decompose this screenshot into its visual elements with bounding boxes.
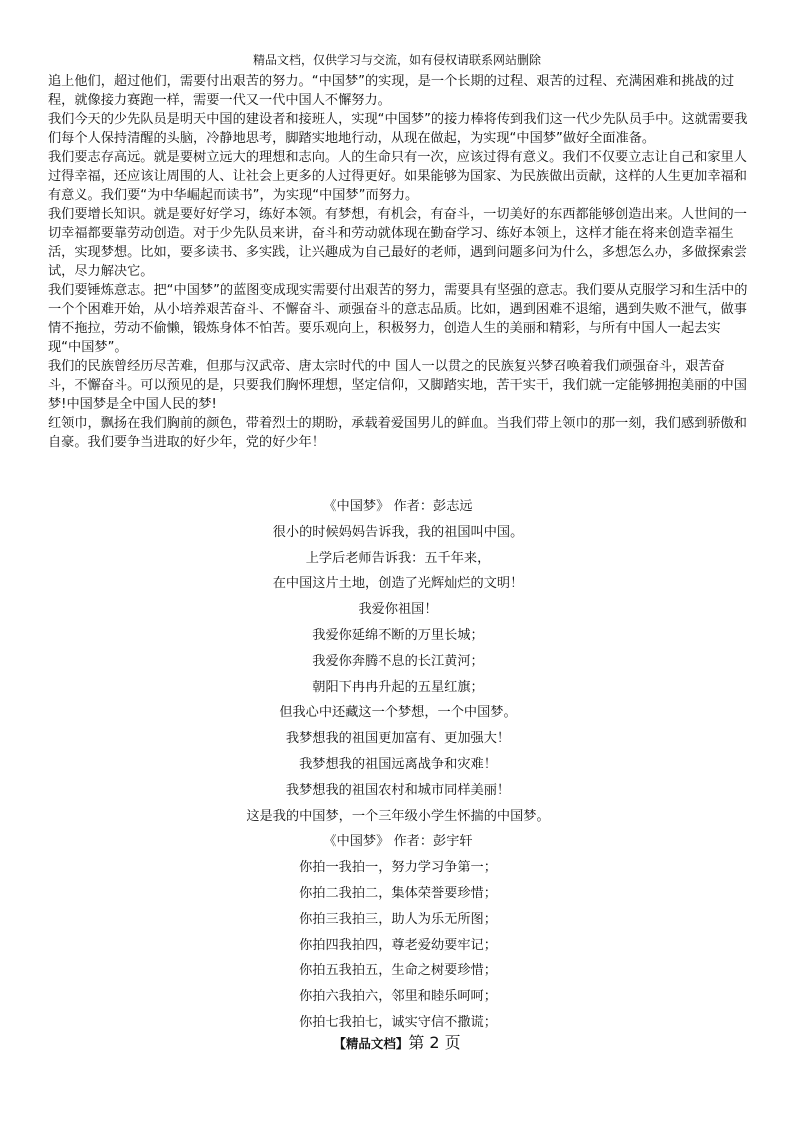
paragraph: 红领巾，飘扬在我们胸前的颜色，带着烈士的期盼，承载着爱国男儿的鲜血。当我们带上领巾的那一刻，我们感到骄傲和自豪。我们要争当进取的好少年，党的好少年！ [48,416,747,450]
page-header [0,52,794,68]
poem-line: 上学后老师告诉我：五千年来， [305,550,491,566]
poem-line: 你拍五我拍五，生命之树要珍惜； [299,963,497,979]
page-number: 第 2 页 [408,1033,461,1052]
poem-line: 朝阳下冉冉升起的五星红旗； [312,679,484,695]
poem-line: 很小的时候妈妈告诉我，我的祖国叫中国。 [272,524,524,540]
footer-tag: 【精品文档】 [333,1036,409,1051]
paragraph: 我们今天的少先队员是明天中国的建设者和接班人，实现“中国梦”的接力棒将传到我们这一代少先队员手中。这就需要我们每个人保持清醒的头脑，冷静地思考，脚踏实地地行动，从现在做起，为实现“中国梦”做好全面准备。 [48,112,748,146]
poem-title: 《中国梦》 作者：彭志远 [323,499,473,514]
poem-line: 你拍三我拍三，助人为乐无所图； [299,911,497,927]
poem-line: 这是我的中国梦，一个三年级小学生怀揣的中国梦。 [246,808,550,824]
poem-section [48,494,748,1036]
poem-line: 我爱你祖国！ [358,602,438,618]
poem-line: 我梦想我的祖国远离战争和灾难！ [299,756,497,772]
poem-title: 《中国梦》 作者：彭宇轩 [323,834,473,850]
poem-line: 你拍七我拍七，诚实守信不撒谎； [299,1014,497,1030]
paragraph: 追上他们，超过他们，需要付出艰苦的努力。“中国梦”的实现，是一个长期的过程、艰苦的过程、充满困难和挑战的过程，就像接力赛跑一样，需要一代又一代中国人不懈努力。 [48,74,735,108]
paragraph: 我们要锤炼意志。把“中国梦”的蓝图变成现实需要付出艰苦的努力，需要具有坚强的意志。我们要从克服学习和生活中的一个个困难开始，从小培养艰苦奋斗、不懈奋斗、顽强奋斗的意志品质。比如，遇到困难不退缩，遇到失败不泄气，做事情不拖拉，劳动不偷懒，锻炼身体不怕苦。要乐观向上，积极努力，创造人生的美丽和精彩，与所有中国人一起去实现“中国梦”。 [48,283,748,355]
paragraph: 我们要志存高远。就是要树立远大的理想和志向。人的生命只有一次，应该过得有意义。我们不仅要立志让自己和家里人过得幸福，还应该让周围的人、让社会上更多的人过得更好。如果能够为国家、为民族做出贡献，这样的人生更加幸福和有意义。我们要“为中华崛起而读书”，为实现“中国梦”而努力。 [48,150,747,203]
poem-line: 但我心中还藏这一个梦想，一个中国梦。 [279,705,517,721]
poem-line: 你拍二我拍二，集体荣誉要珍惜； [299,885,497,901]
poem-line: 我梦想我的祖国农村和城市同样美丽！ [285,782,511,798]
header-text: 精品文档，仅供学习与交流，如有侵权请联系网站删除 [252,53,541,67]
poem-line: 你拍一我拍一，努力学习争第一； [299,860,497,876]
article-body [48,72,748,452]
poem-line: 我爱你奔腾不息的长江黄河； [312,653,484,669]
poem-line: 我梦想我的祖国更加富有、更加强大！ [285,731,511,747]
poem-line: 你拍六我拍六，邻里和睦乐呵呵； [299,989,497,1005]
poem-line: 在中国这片土地，创造了光辉灿烂的文明！ [272,576,524,592]
poem-line: 你拍四我拍四，尊老爱幼要牢记； [299,937,497,953]
paragraph: 我们的民族曾经历尽苦难，但那与汉武帝、唐太宗时代的中 国人一以贯之的民族复兴梦召唤着我们顽强奋斗，艰苦奋斗，不懈奋斗。可以预见的是，只要我们胸怀理想，坚定信仰，又脚踏实地，苦干实干，我们就一定能够拥抱美丽的中国梦!中国梦是全中国人民的梦! [48,359,747,412]
paragraph: 我们要增长知识。就是要好好学习，练好本领。有梦想，有机会，有奋斗，一切美好的东西都能够创造出来。人世间的一切幸福都要靠劳动创造。对于少先队员来讲，奋斗和劳动就体现在勤奋学习、练好本领上，这样才能在将来创造幸福生活，实现梦想。比如，要多读书、多实践，让兴趣成为自己最好的老师，遇到问题多问为什么，多想怎么办，多做探索尝试，尽力解决它。 [48,207,747,279]
page-footer [0,1032,794,1055]
poem-line: 我爱你延绵不断的万里长城； [312,627,484,643]
